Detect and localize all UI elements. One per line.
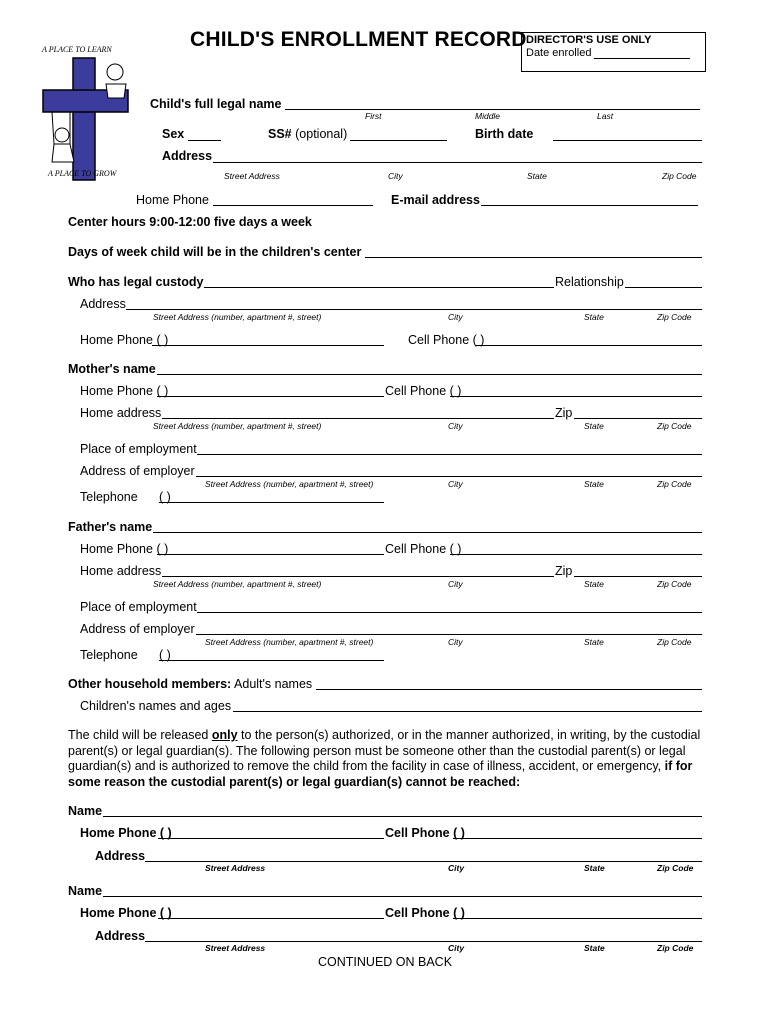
state-caption: State xyxy=(584,863,605,873)
father-zip-label: Zip xyxy=(555,564,573,578)
center-hours: Center hours 9:00-12:00 five days a week xyxy=(68,215,312,229)
city-caption: City xyxy=(448,863,465,873)
custody-cell-phone-field[interactable] xyxy=(475,345,702,346)
street-caption: Street Address (number, apartment #, street) xyxy=(153,421,322,431)
middle-caption: Middle xyxy=(475,111,501,121)
mother-home-address-field[interactable] xyxy=(162,418,554,419)
emergency2-home-phone-label: Home Phone ( ) xyxy=(80,906,172,920)
street-caption: Street Address (number, apartment #, street) xyxy=(205,479,374,489)
father-telephone-label: Telephone xyxy=(80,648,138,662)
street-caption: Street Address (number, apartment #, street) xyxy=(205,637,374,647)
sex-label: Sex xyxy=(162,127,185,141)
custody-field[interactable] xyxy=(204,287,554,288)
page-title: CHILD'S ENROLLMENT RECORD xyxy=(190,28,527,51)
emergency2-cell-phone-field[interactable] xyxy=(453,918,702,919)
logo-bottom-text: A PLACE TO GROW xyxy=(48,169,117,178)
child-address-field[interactable] xyxy=(213,162,702,163)
emergency1-home-phone-field[interactable] xyxy=(158,838,384,839)
sex-field[interactable] xyxy=(188,140,221,141)
father-employer-address-field[interactable] xyxy=(196,634,702,635)
directors-use-label: DIRECTOR'S USE ONLY xyxy=(526,34,652,46)
mother-cell-phone-field[interactable] xyxy=(450,396,702,397)
cross-icon xyxy=(40,40,140,185)
child-home-phone-label: Home Phone xyxy=(136,193,209,207)
mother-name-label: Mother's name xyxy=(68,362,156,376)
directors-use-box xyxy=(521,32,706,72)
emergency2-address-field[interactable] xyxy=(145,941,702,942)
mother-employment-label: Place of employment xyxy=(80,442,197,456)
child-address-label: Address xyxy=(162,149,213,163)
emergency2-home-phone-field[interactable] xyxy=(158,918,384,919)
child-name-label: Child's full legal name xyxy=(150,97,282,111)
custody-home-phone-label: Home Phone ( ) xyxy=(80,333,169,347)
mother-employer-address-field[interactable] xyxy=(196,476,702,477)
custody-address-field[interactable] xyxy=(126,309,702,310)
mother-employment-field[interactable] xyxy=(197,454,702,455)
mother-home-phone-field[interactable] xyxy=(157,396,384,397)
zip-caption: Zip Code xyxy=(657,943,694,953)
emergency1-name-field[interactable] xyxy=(103,816,702,817)
city-caption: City xyxy=(448,579,463,589)
household-children-label: Children's names and ages xyxy=(80,699,232,713)
custody-address-label: Address xyxy=(80,297,126,311)
zip-caption: Zip Code xyxy=(657,421,692,431)
mother-zip-field[interactable] xyxy=(574,418,702,419)
zip-caption: Zip Code xyxy=(662,171,697,181)
mother-telephone-label: Telephone xyxy=(80,490,138,504)
street-caption: Street Address xyxy=(224,171,280,181)
household-adults-field[interactable] xyxy=(316,689,702,690)
emergency1-address-label: Address xyxy=(95,849,146,863)
mother-home-phone-label: Home Phone ( ) xyxy=(80,384,169,398)
city-caption: City xyxy=(448,421,463,431)
father-telephone-field[interactable] xyxy=(159,660,384,661)
last-caption: Last xyxy=(597,111,614,121)
relationship-field[interactable] xyxy=(625,287,702,288)
days-label: Days of week child will be in the children's center xyxy=(68,245,362,259)
father-telephone-paren: ( ) xyxy=(159,648,171,662)
state-caption: State xyxy=(584,421,604,431)
father-home-address-field[interactable] xyxy=(162,576,554,577)
zip-caption: Zip Code xyxy=(657,479,692,489)
mother-telephone-field[interactable] xyxy=(159,502,384,503)
mother-home-address-label: Home address xyxy=(80,406,162,420)
father-employment-field[interactable] xyxy=(197,612,702,613)
emergency1-address-field[interactable] xyxy=(145,861,702,862)
release-paragraph: The child will be released only to the person(s) authorized, or in the manner authorized, in writing, by the custodial parent(s) or legal guardian(s). The following person must be someone other than the custodial parent(s) or legal guardian(s) and is authorized to remove the child from the facility in case of illness, accident, or emergency, if for some reason the custodial parent(s) or legal guardian(s) cannot be reached: xyxy=(68,728,701,789)
first-caption: First xyxy=(365,111,382,121)
mother-zip-label: Zip xyxy=(555,406,573,420)
ss-label: SS# (optional) xyxy=(268,127,348,141)
emergency2-name-label: Name xyxy=(68,884,103,898)
household-label: Other household members: Adult's names xyxy=(68,677,313,691)
emergency2-name-field[interactable] xyxy=(103,896,702,897)
father-cell-phone-label: Cell Phone ( ) xyxy=(385,542,462,556)
street-caption: Street Address (number, apartment #, street) xyxy=(153,312,322,322)
street-caption: Street Address xyxy=(205,943,266,953)
zip-caption: Zip Code xyxy=(657,863,694,873)
zip-caption: Zip Code xyxy=(657,312,692,322)
state-caption: State xyxy=(584,579,604,589)
city-caption: City xyxy=(448,637,463,647)
father-home-phone-field[interactable] xyxy=(157,554,384,555)
state-caption: State xyxy=(584,637,604,647)
state-caption: State xyxy=(584,943,605,953)
street-caption: Street Address (number, apartment #, street) xyxy=(153,579,322,589)
city-caption: City xyxy=(448,479,463,489)
city-caption: City xyxy=(448,943,465,953)
child-home-phone-field[interactable] xyxy=(213,205,373,206)
emergency1-cell-phone-label: Cell Phone ( ) xyxy=(385,826,465,840)
birth-date-field[interactable] xyxy=(553,140,702,141)
state-caption: State xyxy=(584,479,604,489)
emergency2-address-label: Address xyxy=(95,929,146,943)
birth-date-label: Birth date xyxy=(475,127,534,141)
street-caption: Street Address xyxy=(205,863,266,873)
zip-caption: Zip Code xyxy=(657,579,692,589)
date-enrolled-line[interactable] xyxy=(594,58,690,59)
custody-home-phone-field[interactable] xyxy=(152,345,384,346)
household-children-field[interactable] xyxy=(233,711,702,712)
continued-footer: CONTINUED ON BACK xyxy=(318,955,453,969)
father-name-label: Father's name xyxy=(68,520,153,534)
father-zip-field[interactable] xyxy=(574,576,702,577)
custody-label: Who has legal custody xyxy=(68,275,204,289)
father-name-field[interactable] xyxy=(153,532,702,533)
email-label: E-mail address xyxy=(391,193,480,207)
mother-employer-address-label: Address of employer xyxy=(80,464,195,478)
father-home-phone-label: Home Phone ( ) xyxy=(80,542,169,556)
emergency1-name-label: Name xyxy=(68,804,103,818)
father-employment-label: Place of employment xyxy=(80,600,197,614)
city-caption: City xyxy=(448,312,463,322)
emergency2-cell-phone-label: Cell Phone ( ) xyxy=(385,906,465,920)
emergency1-cell-phone-field[interactable] xyxy=(453,838,702,839)
state-caption: State xyxy=(584,312,604,322)
date-enrolled-label: Date enrolled xyxy=(526,47,592,59)
mother-telephone-paren: ( ) xyxy=(159,490,171,504)
logo-top-text: A PLACE TO LEARN xyxy=(42,45,112,54)
father-cell-phone-field[interactable] xyxy=(450,554,702,555)
email-field[interactable] xyxy=(481,205,698,206)
school-logo xyxy=(40,40,140,185)
relationship-label: Relationship xyxy=(555,275,624,289)
mother-name-field[interactable] xyxy=(157,374,702,375)
child-name-field[interactable] xyxy=(285,109,700,110)
mother-cell-phone-label: Cell Phone ( ) xyxy=(385,384,462,398)
emergency1-home-phone-label: Home Phone ( ) xyxy=(80,826,172,840)
days-field[interactable] xyxy=(365,257,702,258)
state-caption: State xyxy=(527,171,547,181)
ss-field[interactable] xyxy=(350,140,447,141)
custody-cell-phone-label: Cell Phone ( ) xyxy=(408,333,485,347)
father-home-address-label: Home address xyxy=(80,564,162,578)
father-employer-address-label: Address of employer xyxy=(80,622,195,636)
zip-caption: Zip Code xyxy=(657,637,692,647)
city-caption: City xyxy=(388,171,403,181)
